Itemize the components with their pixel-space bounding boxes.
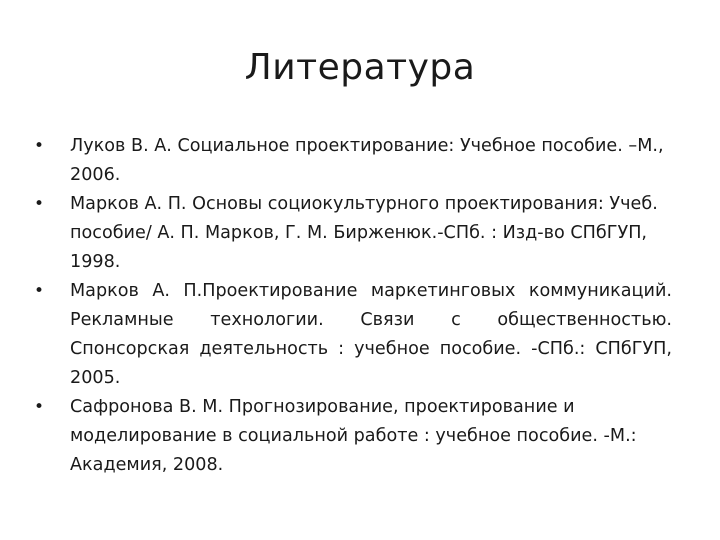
bullet-icon: • bbox=[34, 136, 45, 156]
list-item bbox=[34, 393, 672, 480]
list-item bbox=[34, 132, 672, 190]
reference-text: Марков А. П. Основы социокультурного проектирования: Учеб. пособие/ А. П. Марков, Г. М. Бирженюк.-СПб. : Изд-во СПбГУП, 1998. bbox=[70, 194, 658, 272]
reference-text: Марков А. П.Проектирование маркетинговых коммуникаций. Рекламные технологии. Связи с общественностью. Спонсорская деятельность : учебное пособие. -СПб.: СПбГУП, 2005. bbox=[70, 281, 672, 388]
bullet-icon: • bbox=[34, 397, 45, 417]
reference-text: Луков В. А. Социальное проектирование: Учебное пособие. –М., 2006. bbox=[70, 136, 664, 185]
list-item bbox=[34, 277, 672, 393]
bullet-icon: • bbox=[34, 194, 45, 214]
reference-text: Сафронова В. М. Прогнозирование, проектирование и моделирование в социальной работе : учебное пособие. -М.: Академия, 2008. bbox=[70, 397, 637, 475]
bullet-icon: • bbox=[34, 281, 45, 301]
reference-list bbox=[34, 132, 672, 480]
list-item bbox=[34, 190, 672, 277]
slide-title: Литература bbox=[244, 47, 476, 88]
